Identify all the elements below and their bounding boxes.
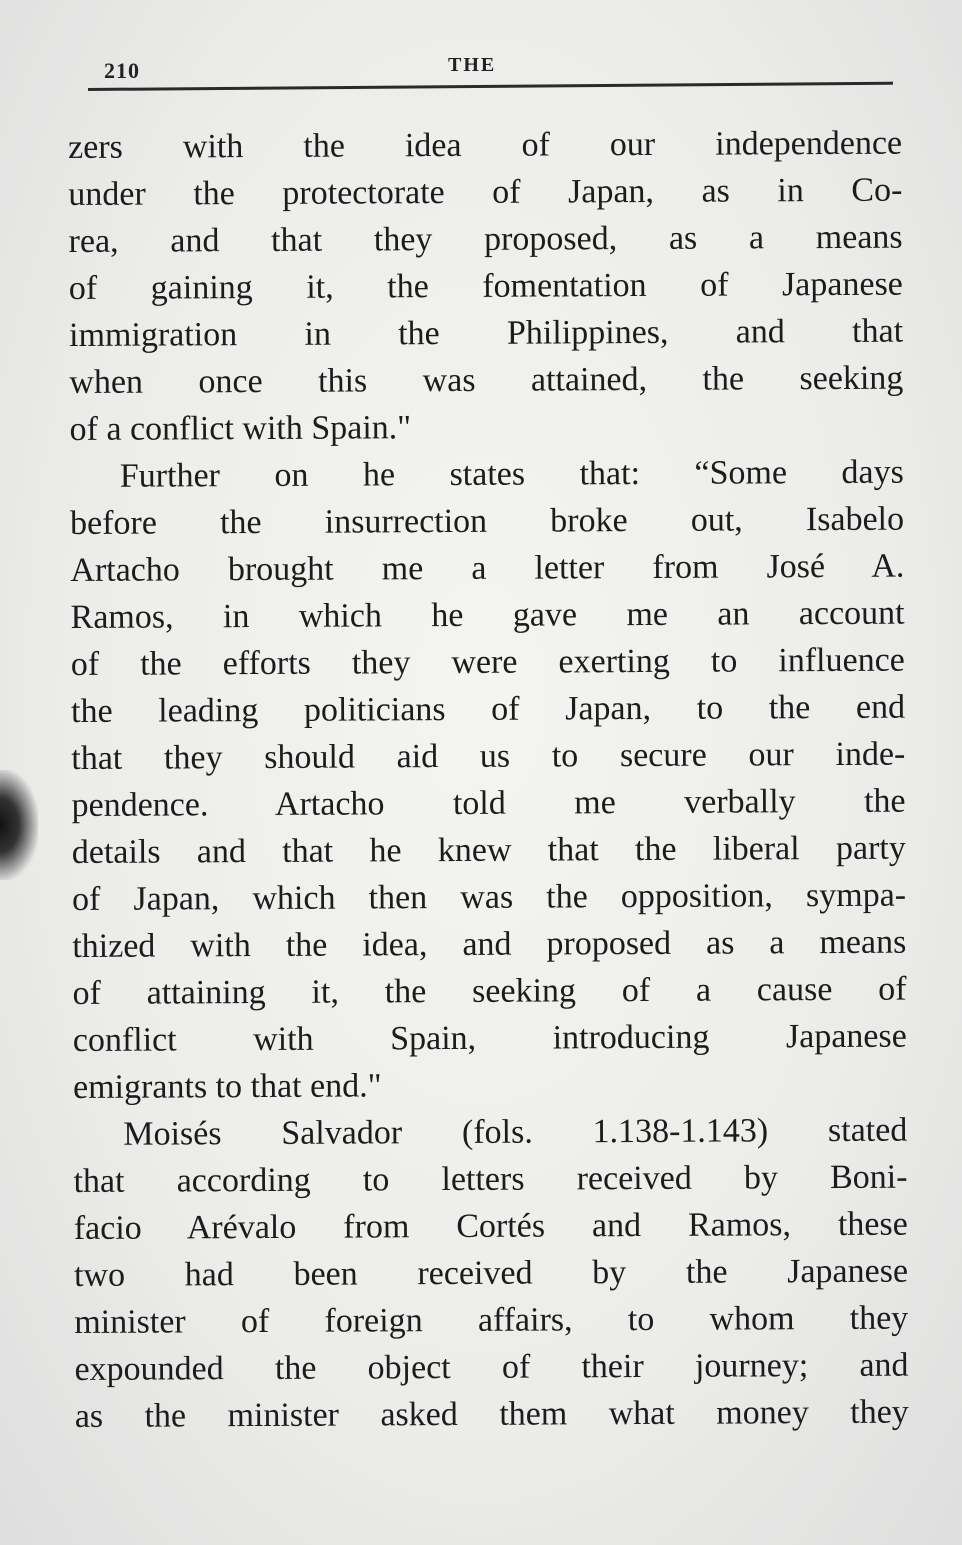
header-rule <box>88 82 893 91</box>
text-line: under the protectorate of Japan, as in Co- <box>68 171 903 213</box>
text-line: immigration in the Philippines, and that <box>69 312 904 354</box>
body-text <box>68 120 909 1440</box>
text-line: when once this was attained, the seeking <box>69 359 904 401</box>
text-line: thized with the idea, and proposed as a means <box>72 923 907 965</box>
text-line: zers with the idea of our independence <box>68 124 903 166</box>
text-line: Artacho brought me a letter from José A. <box>70 547 905 589</box>
text-line: facio Arévalo from Cortés and Ramos, these <box>73 1205 908 1247</box>
text-line: Further on he states that: “Some days <box>119 453 904 495</box>
text-line: that according to letters received by Boni- <box>73 1158 908 1200</box>
text-line: Moisés Salvador (fols. 1.138-1.143) stated <box>123 1111 908 1153</box>
text-line: of the efforts they were exerting to influence <box>70 641 905 683</box>
text-line: of Japan, which then was the opposition, sympa- <box>71 876 907 918</box>
text-line: minister of foreign affairs, to whom they <box>74 1299 909 1341</box>
text-line: rea, and that they proposed, as a means <box>68 218 903 260</box>
text-line: expounded the object of their journey; and <box>74 1346 909 1388</box>
text-line: of attaining it, the seeking of a cause of <box>72 970 907 1012</box>
page-number: 210 <box>104 58 140 83</box>
text-line: of gaining it, the fomentation of Japanese <box>68 265 903 307</box>
text-line: that they should aid us to secure our inde- <box>71 735 906 777</box>
text-line: Ramos, in which he gave me an account <box>70 594 905 636</box>
running-title: THE <box>448 54 497 76</box>
text-line: before the insurrection broke out, Isabelo <box>69 500 905 542</box>
text-line: emigrants to that end." <box>72 1067 382 1106</box>
text-line: two had been received by the Japanese <box>73 1252 909 1294</box>
text-line: the leading politicians of Japan, to the end <box>70 688 906 730</box>
text-line: details and that he knew that the liberal party <box>71 829 906 871</box>
text-line: as the minister asked them what money they <box>74 1393 909 1435</box>
text-line: of a conflict with Spain." <box>69 409 412 448</box>
text-line: pendence. Artacho told me verbally the <box>71 782 906 824</box>
running-head <box>88 52 893 96</box>
text-line: conflict with Spain, introducing Japanese <box>72 1017 907 1059</box>
binding-shadow <box>0 770 38 880</box>
